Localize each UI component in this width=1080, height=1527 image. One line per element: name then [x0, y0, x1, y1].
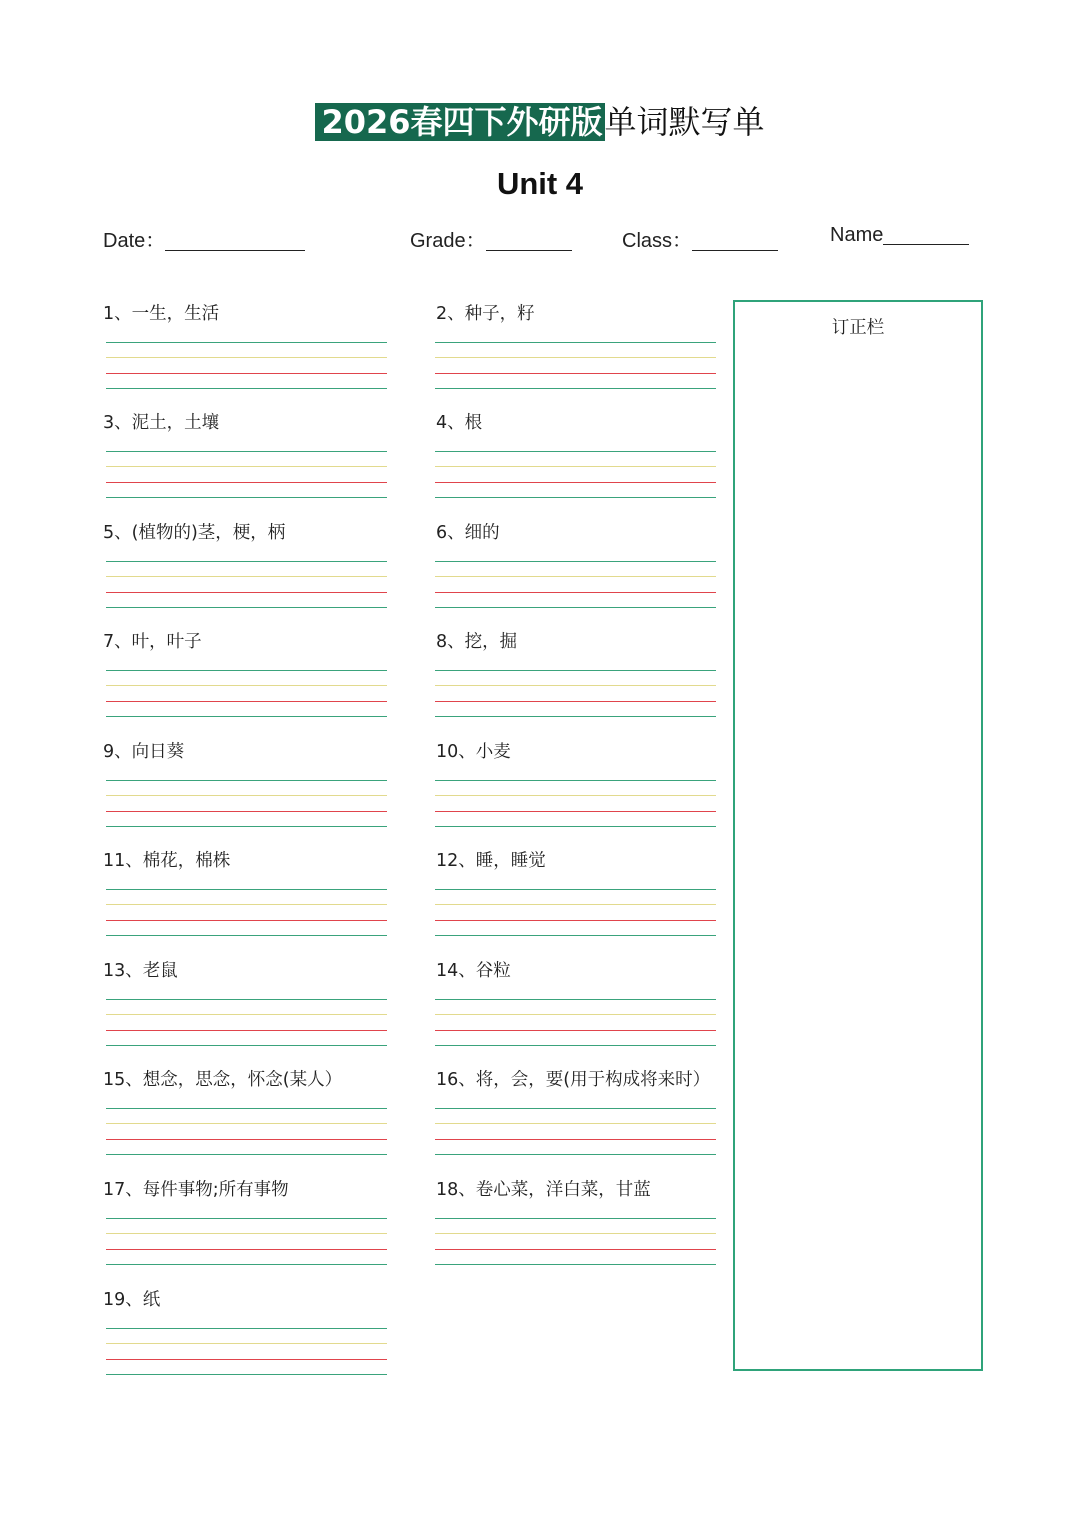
writing-line [106, 373, 387, 374]
writing-line [106, 920, 387, 921]
writing-line [106, 1045, 387, 1046]
class-blank[interactable] [692, 230, 778, 251]
word-item[interactable] [432, 1178, 716, 1270]
writing-line [435, 497, 716, 498]
writing-line [435, 904, 716, 905]
writing-line [435, 716, 716, 717]
writing-line [106, 357, 387, 358]
writing-line [106, 1343, 387, 1344]
writing-line [106, 451, 387, 452]
writing-line [106, 576, 387, 577]
writing-line [106, 1108, 387, 1109]
writing-line [106, 701, 387, 702]
writing-line [435, 357, 716, 358]
word-item[interactable] [432, 740, 716, 832]
word-item[interactable] [103, 411, 387, 503]
date-blank[interactable] [165, 230, 305, 251]
writing-line [106, 670, 387, 671]
writing-line [106, 466, 387, 467]
word-prompt: 9、向日葵 [103, 742, 185, 762]
writing-line [106, 482, 387, 483]
word-prompt: 8、挖，掘 [436, 632, 518, 652]
word-prompt: 5、(植物的)茎，梗，柄 [103, 523, 286, 543]
writing-line [435, 561, 716, 562]
word-item[interactable] [432, 521, 716, 613]
word-prompt: 11、棉花，棉株 [103, 851, 231, 871]
word-item[interactable] [103, 1178, 387, 1270]
word-item[interactable] [432, 959, 716, 1051]
word-item[interactable] [103, 1288, 387, 1380]
grade-label: Grade： [410, 230, 486, 252]
writing-line [435, 1108, 716, 1109]
writing-line [106, 889, 387, 890]
name-blank[interactable] [883, 224, 969, 245]
word-prompt: 1、一生，生活 [103, 304, 220, 324]
writing-line [435, 1139, 716, 1140]
word-item[interactable] [432, 849, 716, 941]
word-item[interactable] [103, 849, 387, 941]
word-prompt: 18、卷心菜，洋白菜，甘蓝 [436, 1180, 651, 1200]
writing-line [435, 482, 716, 483]
writing-line [106, 1014, 387, 1015]
word-item[interactable] [103, 630, 387, 722]
word-prompt: 6、细的 [436, 523, 500, 543]
writing-line [106, 1030, 387, 1031]
word-prompt: 14、谷粒 [436, 961, 511, 981]
writing-line [106, 592, 387, 593]
name-label: Name [830, 224, 884, 246]
writing-line [106, 1374, 387, 1375]
writing-line [435, 920, 716, 921]
grade-field[interactable] [410, 224, 572, 253]
writing-line [106, 1139, 387, 1140]
writing-line [435, 1030, 716, 1031]
correction-box[interactable] [733, 300, 983, 1371]
writing-line [106, 999, 387, 1000]
writing-line [435, 451, 716, 452]
writing-line [106, 1264, 387, 1265]
writing-line [435, 1218, 716, 1219]
writing-line [106, 935, 387, 936]
title-highlight: 2026春四下外研版 [315, 103, 604, 141]
word-prompt: 16、将，会，要(用于构成将来时） [436, 1070, 711, 1090]
writing-line [435, 466, 716, 467]
word-prompt: 15、想念，思念，怀念(某人） [103, 1070, 343, 1090]
writing-line [106, 685, 387, 686]
writing-line [435, 342, 716, 343]
writing-line [435, 701, 716, 702]
writing-line [106, 716, 387, 717]
date-label: Date： [103, 230, 166, 252]
word-prompt: 2、种子，籽 [436, 304, 535, 324]
writing-line [106, 342, 387, 343]
date-field[interactable] [103, 224, 305, 253]
title-container [0, 96, 1080, 148]
word-prompt: 7、叶，叶子 [103, 632, 202, 652]
writing-line [435, 1233, 716, 1234]
writing-line [435, 1154, 716, 1155]
writing-line [106, 1154, 387, 1155]
writing-line [435, 795, 716, 796]
writing-line [106, 561, 387, 562]
word-item[interactable] [103, 302, 387, 394]
writing-line [435, 592, 716, 593]
page-title [315, 96, 764, 148]
writing-line [435, 826, 716, 827]
writing-line [435, 607, 716, 608]
writing-line [435, 811, 716, 812]
writing-line [106, 1233, 387, 1234]
writing-line [435, 1123, 716, 1124]
word-prompt: 4、根 [436, 413, 483, 433]
correction-title: 订正栏 [831, 318, 885, 338]
writing-line [106, 388, 387, 389]
class-label: Class： [622, 230, 693, 252]
class-field[interactable] [622, 224, 778, 253]
writing-line [106, 1123, 387, 1124]
writing-line [435, 780, 716, 781]
writing-line [106, 795, 387, 796]
writing-line [435, 685, 716, 686]
writing-line [435, 373, 716, 374]
title-rest: 单词默写单 [604, 103, 765, 141]
word-prompt: 13、老鼠 [103, 961, 178, 981]
unit-heading: Unit 4 [496, 166, 584, 201]
writing-line [435, 576, 716, 577]
writing-line [106, 811, 387, 812]
writing-line [106, 1359, 387, 1360]
word-item[interactable] [432, 302, 716, 394]
writing-line [435, 1045, 716, 1046]
word-prompt: 10、小麦 [436, 742, 511, 762]
word-item[interactable] [103, 740, 387, 832]
writing-line [106, 1218, 387, 1219]
writing-line [435, 999, 716, 1000]
writing-line [435, 670, 716, 671]
writing-line [435, 889, 716, 890]
writing-line [106, 904, 387, 905]
grade-blank[interactable] [486, 230, 572, 251]
word-item[interactable] [432, 630, 716, 722]
name-field[interactable] [830, 224, 969, 247]
writing-line [106, 607, 387, 608]
word-item[interactable] [103, 1068, 387, 1160]
word-item[interactable] [432, 1068, 716, 1160]
writing-line [106, 826, 387, 827]
writing-line [106, 1328, 387, 1329]
word-item[interactable] [432, 411, 716, 503]
writing-line [435, 1014, 716, 1015]
writing-line [106, 1249, 387, 1250]
writing-line [435, 1249, 716, 1250]
word-prompt: 3、泥土，土壤 [103, 413, 220, 433]
word-item[interactable] [103, 521, 387, 613]
writing-line [435, 935, 716, 936]
word-prompt: 19、纸 [103, 1290, 161, 1310]
word-item[interactable] [103, 959, 387, 1051]
word-prompt: 12、睡，睡觉 [436, 851, 546, 871]
writing-line [106, 780, 387, 781]
writing-line [106, 497, 387, 498]
writing-line [435, 388, 716, 389]
word-prompt: 17、每件事物;所有事物 [103, 1180, 289, 1200]
writing-line [435, 1264, 716, 1265]
